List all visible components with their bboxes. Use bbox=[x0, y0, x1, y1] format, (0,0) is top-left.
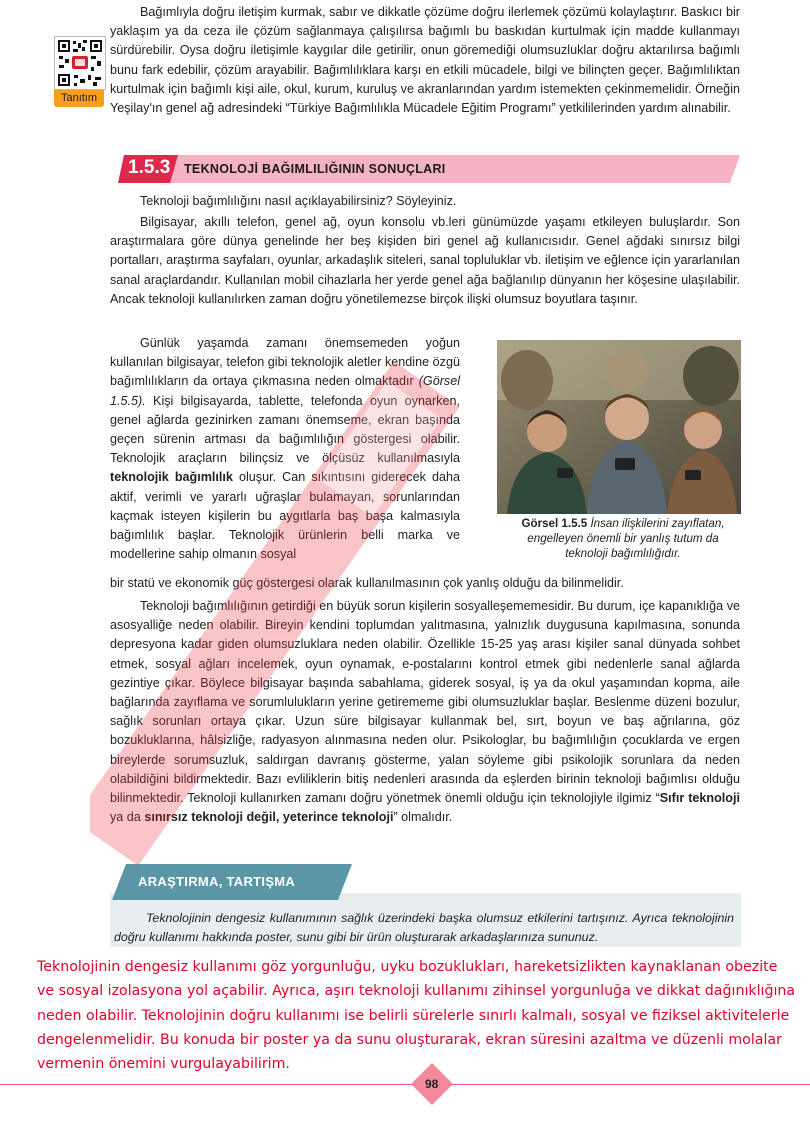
student-answer[interactable]: Teknolojinin dengesiz kullanımı göz yorgunluğu, uyku bozuklukları, hareketsizlikten kaynaklanan obezite ve sosyal izolasyona yol açabilir. Ayrıca, aşırı teknoloji kullanımı zihinsel yorgunluğa ve dikkat dağınıklığına neden olabilir. Teknolojinin doğru kullanımı ise belirli sürelerle sınırlı kalmalı, sosyal ve fiziksel aktivitelerle dengelenmelidir. Bu konuda bir poster ya da sunu oluşturarak, ekran süresini azaltma ve düzenli molalar vermenin önemini vurgulayabilirim. bbox=[37, 959, 796, 1073]
figure-reference: (Görsel 1.5.5). bbox=[110, 374, 460, 408]
research-task-text: Teknolojinin dengesiz kullanımının sağlık üzerindeki başka olumsuz etkilerini tartışınız. Ayrıca teknolojinin doğru kullanımı hakkında poster, sunu gibi bir ürün oluşturarak arkadaşlarınıza sununuz. bbox=[114, 911, 734, 944]
figure-label: Görsel 1.5.5 bbox=[521, 517, 588, 530]
paragraph-technology-use: Bilgisayar, akıllı telefon, genel ağ, oyun konsolu vb.leri günümüzde yaşamı etkileyen buluşlardır. Son araştırmalara göre dünya genelinde her beş kişiden biri genel ağ kullanıcısıdır. Genel ağdaki sınırsız bilgi portalları, araştırma sayfaları, oyunlar, arkadaşlık siteleri, sanal topluluklar vb. iletişim ve eğlence için yararlanılan sanal araçlardandır. Kullanılan mobil cihazlarla her yerde genel ağa bağlanılıp dünyanın her köşesine ulaşılabilir. Ancak teknoloji kullanılırken zaman doğru yönetilemezse birçok ilişki olumsuz boyutlara taşınır. bbox=[110, 215, 740, 306]
paragraph-text: ya da bbox=[110, 810, 145, 825]
section-title: TEKNOLOJİ BAĞIMLILIĞININ SONUÇLARI bbox=[184, 162, 446, 176]
qr-code-icon bbox=[54, 36, 106, 90]
research-title: ARAŞTIRMA, TARTIŞMA bbox=[138, 874, 296, 889]
key-term: sınırsız teknoloji değil, yeterince teknoloji bbox=[144, 810, 394, 825]
paragraph-text: Günlük yaşamda zamanı önemsemeden yoğun kullanılan bilgisayar, telefon gibi teknolojik aletler kendine özgü bağımlılıkların da ortaya çıkmasına neden olmaktadır bbox=[110, 336, 460, 389]
paragraph-text: Kişi bilgisayarda, tablette, telefonda oyun oynarken, genel ağlarda gezinirken zamanı önemseme, ekran başında geçen sürenin artması da bağımlılığın göstergesi olabilir. Teknolojik araçların bilinçsiz ve ölçüsüz kullanılmasıyla bbox=[110, 393, 460, 466]
paragraph-text: oluşur. Can sıkıntısını giderecek daha aktif, verimli ve yararlı uğraşlar bulamayan, sorunlarından kaçmak isteyen kişilerin bu aygıtlarla baş başa kalmasıyla bağımlılık başlar. Teknolojik ürünlerin belli marka ve modellerine sahip olmanın sosyal bbox=[110, 470, 460, 562]
promo-qr-badge[interactable] bbox=[54, 36, 106, 106]
intro-paragraph: Bağımlıyla doğru iletişim kurmak, sabır ve dikkatle çözüme doğru ilerlemek çözümü kolaylaştırır. Baskıcı bir yaklaşım ya da ceza ile çözüm sağlanmaya çalışılırsa bağımlı bu baskıdan kurtulmak için madde kullanmayı sürdürebilir. Oysa doğru iletişimle kaygılar dile getirilir, onun göremediği olumsuzluklar doğru aktarılırsa bağımlı bunu fark edebilir, çözüm arayabilir. Bağımlılıklara karşı en etkili mücadele, bilgi ve bilinçten geçer. Bağımlılıktan kurtulmak için bağımlı kişi aile, okul, kurum, kuruluş ve akranlarından yardım istemekten çekinmemelidir. Örneğin Yeşilay'ın genel ağ adresindeki “Türkiye Bağımlılıkla Mücadele Eğitim Programı” yetkililerinden yardım alınabilir. bbox=[110, 5, 740, 116]
key-term: Sıfır teknoloji bbox=[659, 791, 740, 806]
figure-caption bbox=[505, 516, 741, 561]
footer-line bbox=[0, 1084, 810, 1085]
page-number: 98 bbox=[425, 1077, 439, 1091]
section-number: 1.5.3 bbox=[128, 157, 171, 178]
key-term: teknolojik bağımlılık bbox=[110, 470, 233, 485]
paragraph-tech-addiction-continued: bir statü ve ekonomik güç göstergesi olarak kullanılmasının çok yanlış olduğu da bilinmelidir. bbox=[110, 576, 624, 590]
question-text: Teknoloji bağımlılığını nasıl açıklayabilirsiniz? Söyleyiniz. bbox=[140, 194, 457, 208]
figure-caption-text: İnsan ilişkilerini zayıflatan, engelleyen önemli bir yanlış tutum da teknoloji bağımlılığıdır. bbox=[527, 517, 725, 560]
paragraph-consequences bbox=[110, 597, 740, 827]
promo-label: Tanıtım bbox=[54, 90, 104, 107]
paragraph-text: ” olmalıdır. bbox=[393, 810, 453, 825]
paragraph-tech-addiction bbox=[110, 334, 460, 564]
figure-photo-teens-phones bbox=[497, 340, 741, 514]
paragraph-text: Teknoloji bağımlılığının getirdiği en büyük sorun kişilerin sosyalleşememesidir. Bu durum, içe kapanıklığa ve asosyalliğe neden olabilir. Bireyin kendini toplumdan yalıtmasına, yalnızlık duygusuna kapılmasına, sonunda depresyona kadar giden olumsuzluklara neden olabilir. Özellikle 15-25 yaş arası kişiler sanal dünyada sohbet etmek, sosyal ağları incelemek, oyun oynamak, e-postalarını kontrol etmek gibi nedenlerle sanal ağlarda gezintiye çıkar. Böylece bilgisayar başında sabahlama, giderek sosyal, iş ya da okul yaşamından kopma, aile bağlarında zayıflama ve sorumlulukların yerine getirememe gibi olumsuzluklar başlar. Beslenme düzeni bozulur, sağlık sorunları ortaya çıkar. Uzun süre bilgisayar kullanmak bel, sırt, boyun ve baş ağrılarına, göz bozukluklarına, hâlsizliğe, radyasyon alınmasına neden olur. Psikologlar, bu bağımlılığın çocuklarda ve ergen bireylerde sorumsuzluk, saldırgan davranış gösterme, yalan söyleme gibi psikolojik sorunlara da neden olabildiğini bildirmektedir. Bazı evliliklerin bitiş nedenleri arasında da eşlerden birinin teknoloji bağımlısı olduğu bilinmektedir. Teknoloji kullanırken zamanı doğru yönetmek önemli olduğu için teknolojiyle ilgimiz “ bbox=[110, 599, 740, 806]
